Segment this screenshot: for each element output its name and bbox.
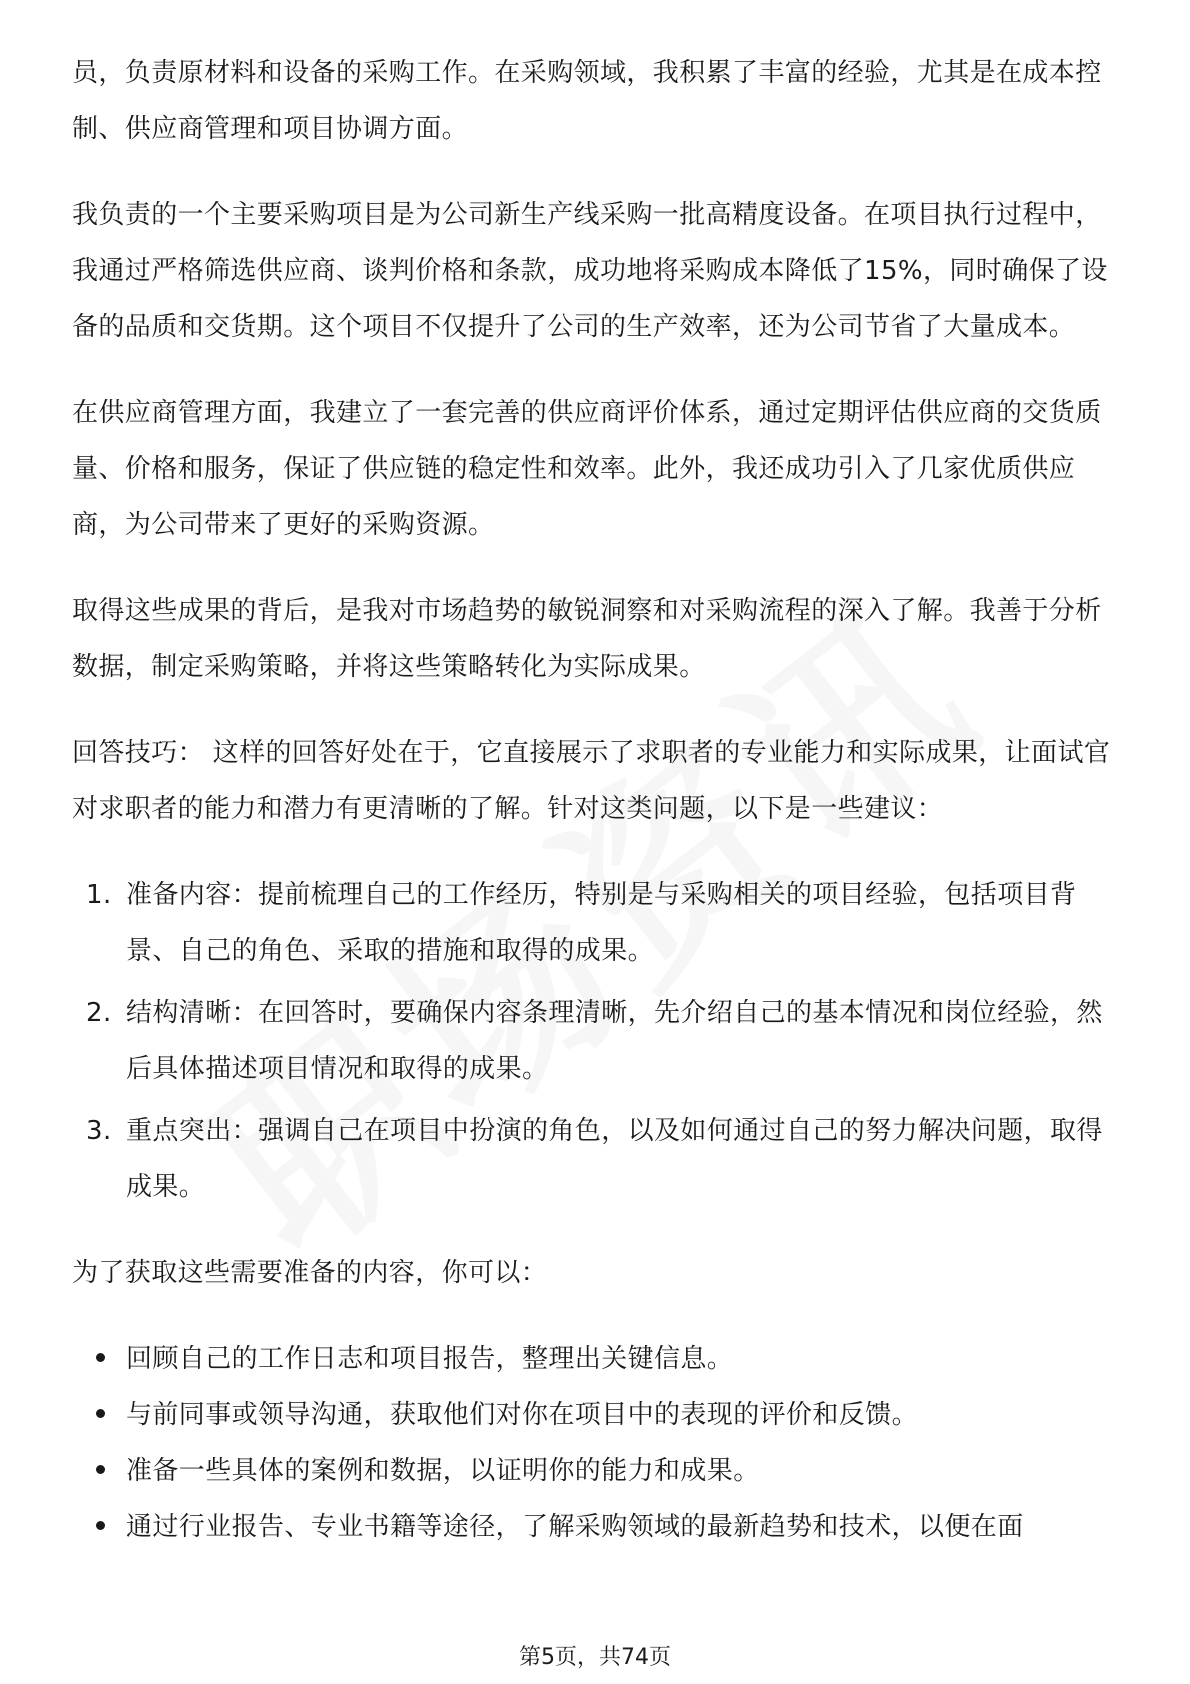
list-item [72,985,1122,1097]
paragraph-preparation: 为了获取这些需要准备的内容，你可以： [72,1258,548,1288]
list-number: 3. [86,1116,112,1146]
list-item-text: 结构清晰：在回答时，要确保内容条理清晰，先介绍自己的基本情况和岗位经验，然后具体描述项目情况和取得的成果。 [126,998,1103,1084]
list-item-text: 重点突出：强调自己在项目中扮演的角色，以及如何通过自己的努力解决问题，取得成果。 [126,1116,1103,1202]
paragraph-project: 我负责的一个主要采购项目是为公司新生产线采购一批高精度设备。在项目执行过程中，我通过严格筛选供应商、谈判价格和条款，成功地将采购成本降低了15%，同时确保了设备的品质和交货期。这个项目不仅提升了公司的生产效率，还为公司节省了大量成本。 [72,200,1108,342]
list-number: 1. [86,880,112,910]
list-item [72,1443,1122,1499]
numbered-suggestion-list [72,867,1122,1215]
paragraph-intro: 员，负责原材料和设备的采购工作。在采购领域，我积累了丰富的经验，尤其是在成本控制、供应商管理和项目协调方面。 [72,58,1102,144]
paragraph-results: 取得这些成果的背后，是我对市场趋势的敏锐洞察和对采购流程的深入了解。我善于分析数据，制定采购策略，并将这些策略转化为实际成果。 [72,596,1102,682]
list-item-text: 通过行业报告、专业书籍等途径，了解采购领域的最新趋势和技术，以便在面 [126,1512,1024,1542]
paragraph-answer-tips: 回答技巧： 这样的回答好处在于，它直接展示了求职者的专业能力和实际成果，让面试官对求职者的能力和潜力有更清晰的了解。针对这类问题，以下是一些建议： [72,738,1111,824]
list-item [72,1103,1122,1215]
list-item-text: 准备一些具体的案例和数据，以证明你的能力和成果。 [126,1456,760,1486]
document-body [72,45,1122,1555]
list-item-text: 准备内容：提前梳理自己的工作经历，特别是与采购相关的项目经验，包括项目背景、自己的角色、采取的措施和取得的成果。 [126,880,1077,966]
list-item [72,867,1122,979]
list-item [72,1387,1122,1443]
bullet-dot-icon [96,1521,105,1530]
bullet-dot-icon [96,1465,105,1474]
bullet-dot-icon [96,1353,105,1362]
list-item [72,1331,1122,1387]
paragraph-supplier: 在供应商管理方面，我建立了一套完善的供应商评价体系，通过定期评估供应商的交货质量、价格和服务，保证了供应链的稳定性和效率。此外，我还成功引入了几家优质供应商，为公司带来了更好的采购资源。 [72,398,1102,540]
bullet-list [72,1331,1122,1555]
list-item-text: 回顾自己的工作日志和项目报告，整理出关键信息。 [126,1344,734,1374]
bullet-dot-icon [96,1409,105,1418]
list-item [72,1499,1122,1555]
list-item-text: 与前同事或领导沟通，获取他们对你在项目中的表现的评价和反馈。 [126,1400,919,1430]
page-number-footer: 第5页，共74页 [519,1645,671,1670]
list-number: 2. [86,998,112,1028]
